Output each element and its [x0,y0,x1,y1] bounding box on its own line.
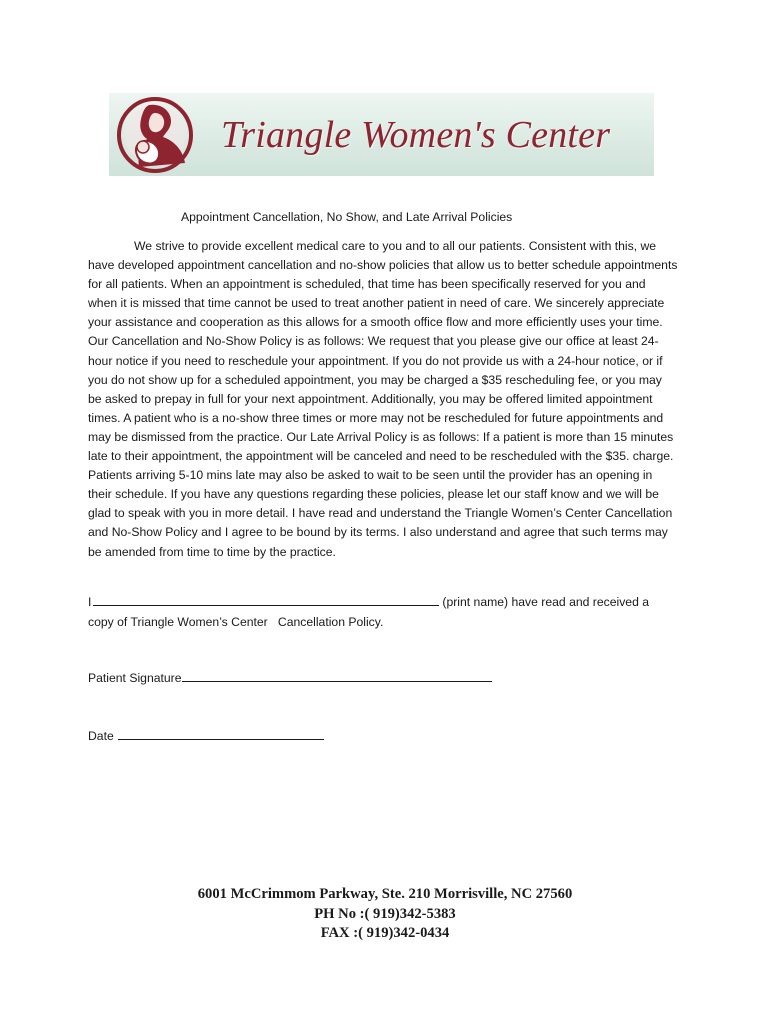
logo-banner [109,93,654,176]
signature-label: Patient Signature [88,671,182,685]
policy-text: We strive to provide excellent medical care to you and to all our patients. Consistent with this, we have developed appointment cancellation and no-show policies that allow us to better schedule appointments for all patients. When an appointment is scheduled, that time has been specifically reserved for you and when it is missed that time cannot be used to treat another patient in need of care. We sincerely appreciate your assistance and cooperation as this allows for a smooth office flow and more efficiently uses your time. Our Cancellation and No-Show Policy is as follows: We request that you please give our office at least 24-hour notice if you need to reschedule your appointment. If you do not provide us with a 24-hour notice, or if you do not show up for a scheduled appointment, you may be charged a $35 rescheduling fee, or you may be asked to prepay in full for your next appointment. Additionally, you may be offered limited appointment times. A patient who is a no-show three times or more may not be rescheduled for future appointments and may be dismissed from the practice. Our Late Arrival Policy is as follows: If a patient is more than 15 minutes late to their appointment, the appointment will be canceled and need to be rescheduled with the $35. charge. Patients arriving 5-10 mins late may also be asked to wait to be seen until the provider has an opening in their schedule. If you have any questions regarding these policies, please let our staff know and we will be glad to speak with you in more detail. I have read and understand the Triangle Women’s Center Cancellation and No-Show Policy and I agree to be bound by its terms. I also understand and agree that such terms may be amended from time to time by the practice. [88,239,678,559]
phone-line: PH No :( 919)342-5383 [314,905,456,922]
print-name-blank[interactable] [93,594,439,606]
ack-prefix: I [88,595,92,609]
document-title: Appointment Cancellation, No Show, and Late Arrival Policies [181,210,513,224]
policy-paragraph [88,237,678,562]
contact-footer [0,885,770,944]
date-label: Date [88,729,114,743]
ack-line2: copy of Triangle Women’s Center Cancellation Policy. [88,614,384,629]
address-line: 6001 McCrimmom Parkway, Ste. 210 Morrisville, NC 27560 [197,886,573,902]
date-row [88,728,324,744]
ack-suffix: (print name) have read and received a [442,595,650,609]
signature-blank[interactable] [182,670,492,682]
fax-line: FAX :( 919)342-0434 [320,925,450,941]
logo-wordmark: Triangle Women's Center [221,114,611,156]
mother-child-logo-icon [109,93,213,176]
signature-row [88,670,492,686]
acknowledgement-statement [88,593,688,632]
date-blank[interactable] [118,728,324,740]
